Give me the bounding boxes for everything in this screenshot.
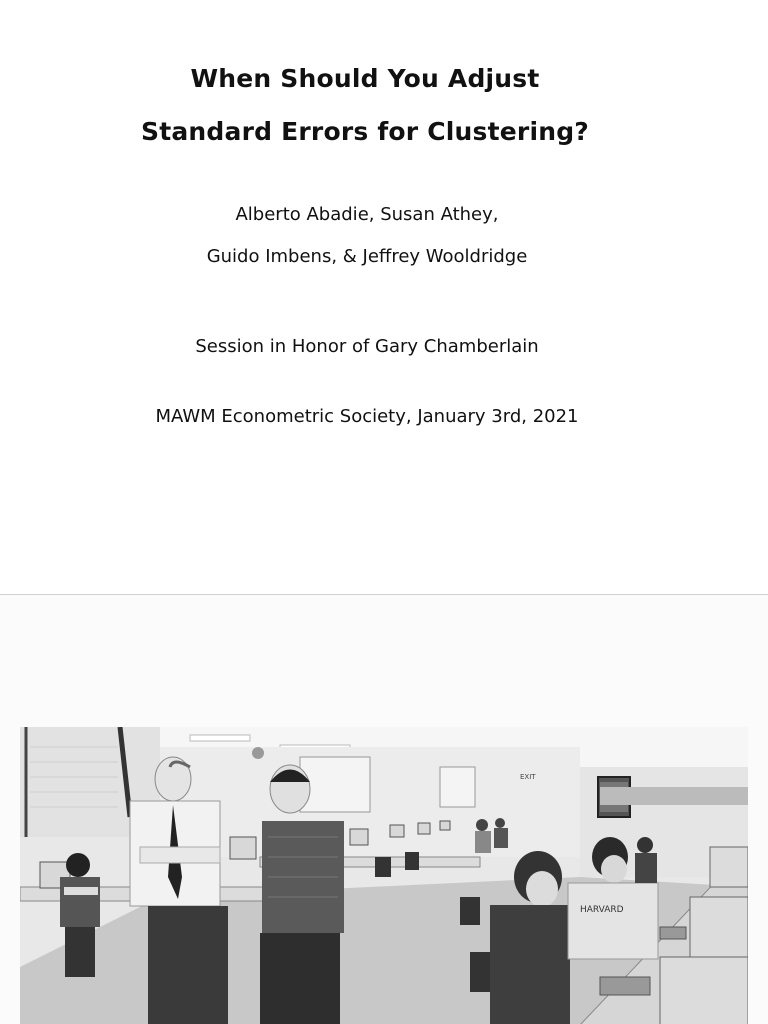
computer-lab-photo <box>20 727 748 1024</box>
exit-sign: EXIT <box>520 773 536 781</box>
photo-illustration <box>20 727 748 1024</box>
authors-line-2: Guido Imbens, & Jeffrey Wooldridge <box>206 246 528 267</box>
svg-text:HARVARD: HARVARD <box>580 905 624 915</box>
authors-line-1: Alberto Abadie, Susan Athey, <box>235 204 499 225</box>
title-line-1: When Should You Adjust <box>190 64 540 93</box>
venue-text: MAWM Econometric Society, January 3rd, 2021 <box>155 406 579 427</box>
photo-frame <box>0 594 768 1024</box>
title-line-2: Standard Errors for Clustering? <box>140 117 590 146</box>
session-text: Session in Honor of Gary Chamberlain <box>195 336 539 357</box>
